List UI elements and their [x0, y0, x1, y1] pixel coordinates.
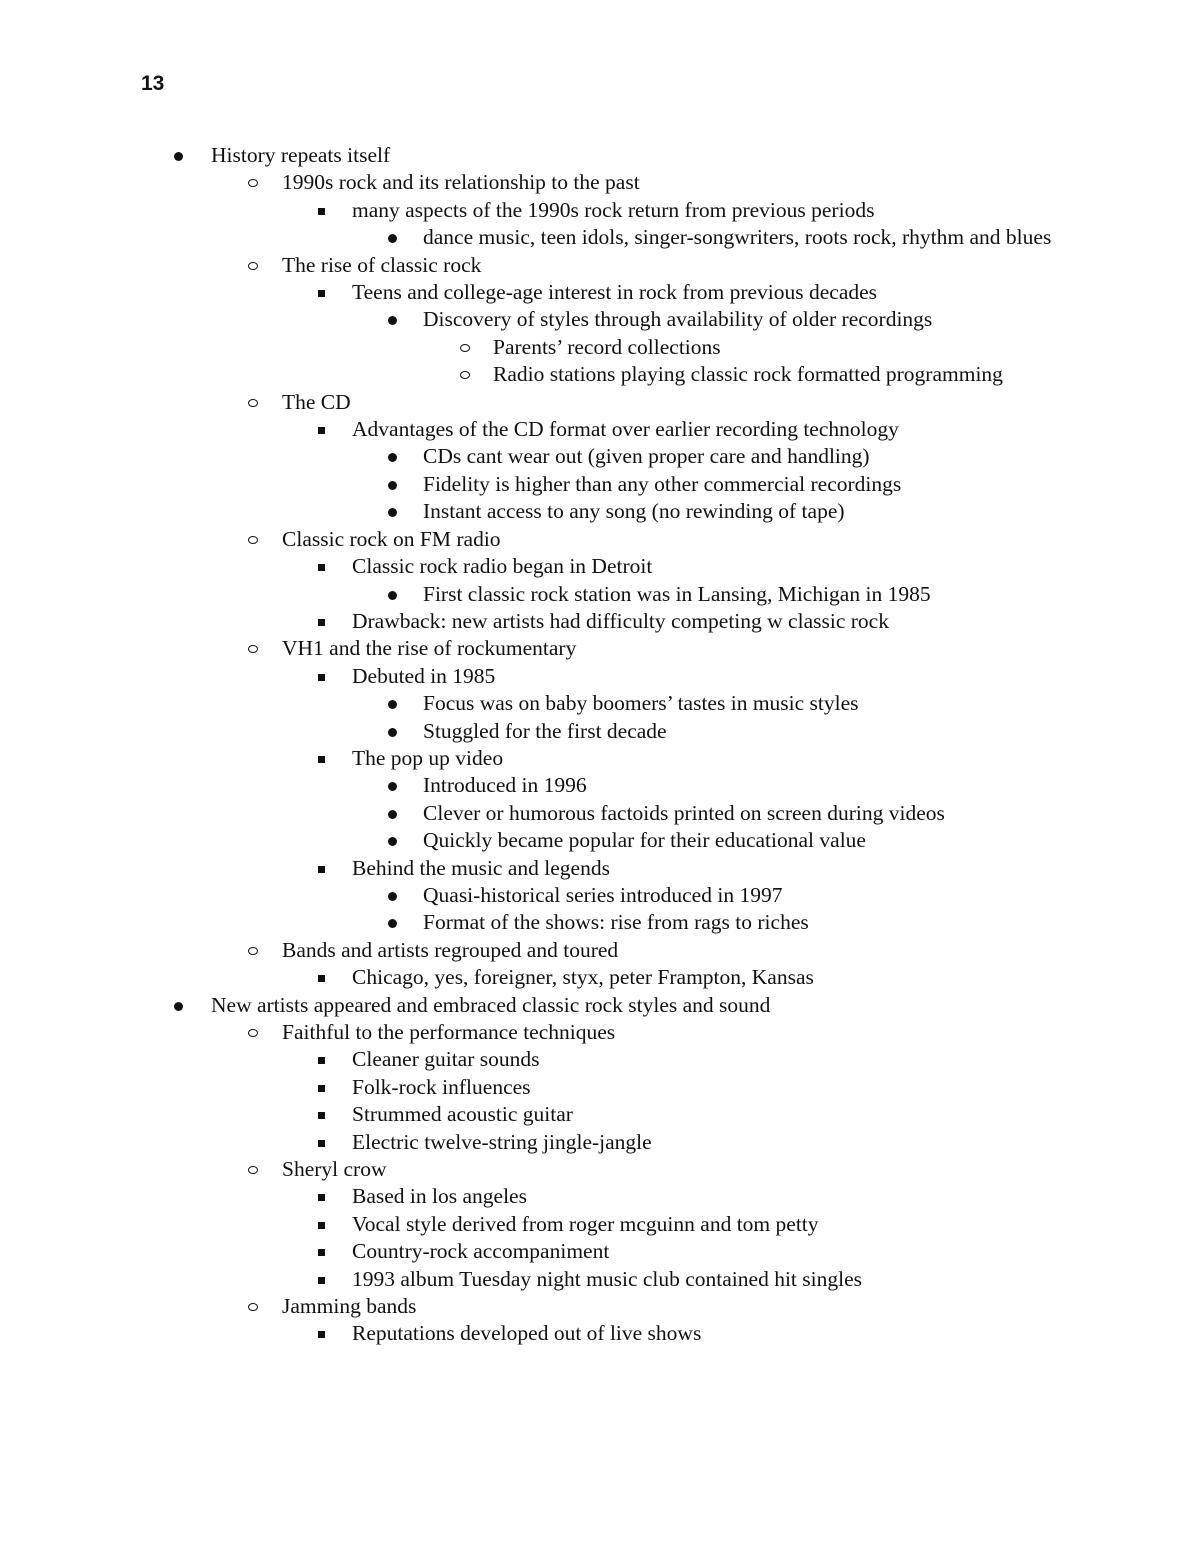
outline-item-text: Folk-rock influences [352, 1074, 531, 1099]
outline-item-level-2 [0, 1101, 1200, 1128]
outline-item-text: Format of the shows: rise from rags to riches [423, 910, 809, 935]
outline-item-level-2 [0, 1266, 1200, 1293]
page-number: 13 [141, 72, 165, 95]
outline-item-text: First classic rock station was in Lansing, Michigan in 1985 [423, 581, 931, 606]
outline-item-text: Debuted in 1985 [352, 663, 496, 688]
outline-item-text: 1993 album Tuesday night music club contained hit singles [352, 1266, 862, 1291]
outline-item-level-1 [0, 937, 1200, 964]
outline-item-text: Parents’ record collections [493, 334, 721, 359]
outline-item-text: Advantages of the CD format over earlier recording technology [352, 417, 899, 442]
outline-item-level-1 [0, 1156, 1200, 1183]
outline-item-text: Faithful to the performance techniques [282, 1020, 616, 1044]
outline-item-level-0 [0, 992, 1200, 1019]
outline-item-level-1 [0, 1019, 1200, 1046]
outline-item-text: Instant access to any song (no rewinding of tape) [423, 499, 845, 524]
outline-item-text: VH1 and the rise of rockumentary [282, 636, 577, 661]
outline-item-text: Reputations developed out of live shows [352, 1321, 702, 1346]
outline-item-text: Teens and college-age interest in rock from previous decades [352, 280, 878, 305]
outline-item-level-3 [0, 690, 1063, 717]
outline-item-text: Fidelity is higher than any other commercial recordings [423, 471, 902, 496]
outline-item-level-3 [0, 498, 1063, 525]
outline-item-text: Quickly became popular for their educational value [423, 828, 866, 853]
outline-item-text: Strummed acoustic guitar [352, 1102, 573, 1127]
outline-item-text: Discovery of styles through availability of older recordings [423, 307, 933, 332]
outline-item-text: Electric twelve-string jingle-jangle [352, 1129, 652, 1154]
outline-item-text: The pop up video [352, 745, 504, 770]
outline-item-level-3 [0, 909, 1063, 936]
outline-item-text: Based in los angeles [352, 1184, 527, 1209]
outline-item-text: Bands and artists regrouped and toured [282, 937, 619, 962]
outline-item-level-1 [0, 252, 1200, 279]
outline-item-text: Sheryl crow [282, 1157, 387, 1182]
outline-item-level-0 [0, 142, 1200, 169]
outline-item-text: Vocal style derived from roger mcguinn and tom petty [352, 1211, 819, 1236]
outline-item-level-3 [0, 718, 1063, 745]
outline-item-level-1 [0, 389, 1200, 416]
outline-item-text: Behind the music and legends [352, 855, 610, 880]
outline-item-level-1 [0, 169, 1200, 196]
outline-item-level-4 [0, 361, 1200, 388]
outline-item-text: dance music, teen idols, singer-songwriters, roots rock, rhythm and blues [423, 225, 1052, 250]
outline-item-text: Introduced in 1996 [423, 773, 587, 798]
outline-item-level-2 [0, 197, 1200, 224]
outline-item-text: Stuggled for the first decade [423, 718, 667, 743]
outline-item-text: Country-rock accompaniment [352, 1239, 610, 1264]
outline-item-level-2 [0, 1238, 1200, 1265]
outline-item-text: many aspects of the 1990s rock return from previous periods [352, 197, 875, 222]
outline-item-level-3 [0, 800, 1063, 827]
outline-item-level-3 [0, 581, 1063, 608]
outline-item-level-2 [0, 1320, 1200, 1347]
outline-item-level-1 [0, 526, 1200, 553]
outline-item-level-3 [0, 306, 1063, 333]
outline-item-level-3 [0, 882, 1063, 909]
outline-item-text: Drawback: new artists had difficulty competing w classic rock [352, 608, 889, 633]
outline-item-text: Classic rock on FM radio [282, 526, 501, 551]
outline-item-level-2 [0, 279, 1200, 306]
outline-item-text: The CD [282, 389, 351, 414]
outline-item-level-2 [0, 1211, 1200, 1238]
outline-item-level-1 [0, 1293, 1200, 1320]
outline-item-level-2 [0, 964, 1200, 991]
outline-item-level-2 [0, 1074, 1200, 1101]
outline-item-level-2 [0, 416, 1200, 443]
outline-item-text: Quasi-historical series introduced in 1997 [423, 882, 783, 907]
outline-item-level-3 [0, 224, 1063, 251]
outline-item-text: History repeats itself [211, 143, 391, 167]
outline-item-text: Cleaner guitar sounds [352, 1047, 540, 1072]
outline-item-text: Classic rock radio began in Detroit [352, 554, 653, 579]
outline-item-level-2 [0, 855, 1200, 882]
outline-item-text: Chicago, yes, foreigner, styx, peter Frampton, Kansas [352, 965, 814, 990]
outline-item-level-2 [0, 745, 1200, 772]
outline-item-level-2 [0, 1129, 1200, 1156]
outline-item-level-3 [0, 827, 1063, 854]
outline-item-level-1 [0, 635, 1200, 662]
outline-item-text: Jamming bands [282, 1294, 417, 1319]
outline-item-level-4 [0, 334, 1200, 361]
outline-item-text: Focus was on baby boomers’ tastes in music styles [423, 691, 859, 716]
outline-item-text: 1990s rock and its relationship to the past [282, 170, 640, 195]
outline-item-text: The rise of classic rock [282, 252, 482, 277]
outline-item-text: Radio stations playing classic rock formatted programming [493, 362, 1003, 387]
outline-item-text: Clever or humorous factoids printed on screen during videos [423, 800, 945, 825]
outline-list [0, 142, 1200, 1348]
outline-item-level-3 [0, 471, 1063, 498]
outline-item-text: New artists appeared and embraced classic rock styles and sound [211, 992, 771, 1017]
outline-item-level-3 [0, 443, 1063, 470]
outline-item-text: CDs cant wear out (given proper care and handling) [423, 444, 870, 469]
outline-item-level-2 [0, 608, 1200, 635]
outline-item-level-2 [0, 1046, 1200, 1073]
outline-item-level-3 [0, 772, 1063, 799]
outline-item-level-2 [0, 1183, 1200, 1210]
outline-item-level-2 [0, 553, 1200, 580]
outline-item-level-2 [0, 663, 1200, 690]
